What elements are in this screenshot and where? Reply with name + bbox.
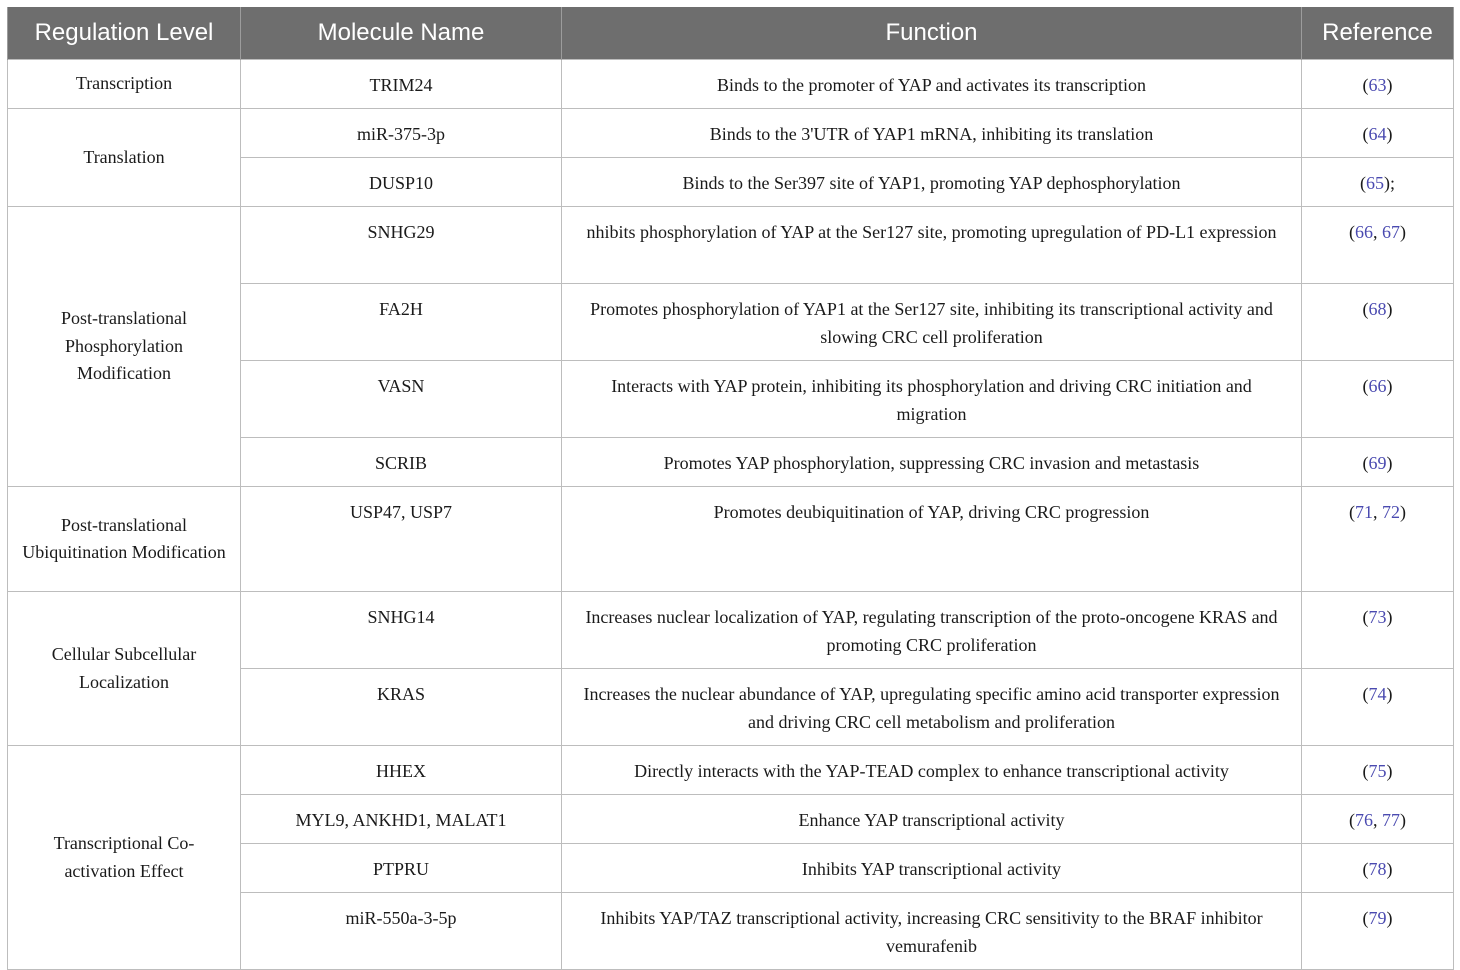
table-row <box>8 592 1454 669</box>
molecule-name-cell: miR-375-3p <box>241 109 562 158</box>
regulation-table <box>7 7 1454 970</box>
molecule-name-cell: miR-550a-3-5p <box>241 893 562 970</box>
regulation-level-cell: Post-translational Phosphorylation Modification <box>8 207 241 487</box>
function-cell: Binds to the promoter of YAP and activates its transcription <box>562 60 1302 109</box>
molecule-name-cell: KRAS <box>241 669 562 746</box>
reference-cell: (78) <box>1302 844 1454 893</box>
reference-link[interactable]: 75 <box>1368 761 1387 781</box>
molecule-name-cell: MYL9, ANKHD1, MALAT1 <box>241 795 562 844</box>
reference-suffix: ; <box>1389 173 1395 193</box>
function-cell: Increases nuclear localization of YAP, regulating transcription of the proto-oncogene KRAS and promoting CRC proliferation <box>562 592 1302 669</box>
reference-cell: (68) <box>1302 284 1454 361</box>
table-body <box>8 60 1454 970</box>
molecule-name-cell: SNHG14 <box>241 592 562 669</box>
function-cell: Inhibits YAP transcriptional activity <box>562 844 1302 893</box>
molecule-name-cell: TRIM24 <box>241 60 562 109</box>
reference-link[interactable]: 68 <box>1368 299 1387 319</box>
function-cell: Enhance YAP transcriptional activity <box>562 795 1302 844</box>
regulation-level-cell: Post-translational Ubiquitination Modification <box>8 487 241 592</box>
reference-cell: (73) <box>1302 592 1454 669</box>
reference-cell: (64) <box>1302 109 1454 158</box>
table-row <box>8 746 1454 795</box>
molecule-name-cell: USP47, USP7 <box>241 487 562 592</box>
reference-link[interactable]: 66 <box>1368 376 1387 396</box>
reference-link[interactable]: 76 <box>1355 810 1373 830</box>
reference-link[interactable]: 73 <box>1368 607 1387 627</box>
reference-cell: (71, 72) <box>1302 487 1454 592</box>
reference-cell: (65); <box>1302 158 1454 207</box>
molecule-name-cell: SNHG29 <box>241 207 562 284</box>
reference-cell: (66, 67) <box>1302 207 1454 284</box>
molecule-name-cell: HHEX <box>241 746 562 795</box>
table-row <box>8 60 1454 109</box>
molecule-name-cell: SCRIB <box>241 438 562 487</box>
function-cell: Increases the nuclear abundance of YAP, upregulating specific amino acid transporter expression and driving CRC cell metabolism and proliferation <box>562 669 1302 746</box>
reference-cell: (69) <box>1302 438 1454 487</box>
header-molecule-name: Molecule Name <box>241 7 562 60</box>
header-function: Function <box>562 7 1302 60</box>
function-cell: Interacts with YAP protein, inhibiting its phosphorylation and driving CRC initiation and migration <box>562 361 1302 438</box>
function-cell: Binds to the 3'UTR of YAP1 mRNA, inhibiting its translation <box>562 109 1302 158</box>
function-cell: Promotes phosphorylation of YAP1 at the Ser127 site, inhibiting its transcriptional activity and slowing CRC cell proliferation <box>562 284 1302 361</box>
reference-link[interactable]: 72 <box>1382 502 1400 522</box>
header-reference: Reference <box>1302 7 1454 60</box>
function-cell: Promotes YAP phosphorylation, suppressing CRC invasion and metastasis <box>562 438 1302 487</box>
reference-link[interactable]: 65 <box>1365 173 1384 193</box>
reference-link[interactable]: 67 <box>1382 222 1400 242</box>
function-cell: Inhibits YAP/TAZ transcriptional activity, increasing CRC sensitivity to the BRAF inhibitor vemurafenib <box>562 893 1302 970</box>
reference-link[interactable]: 69 <box>1368 453 1387 473</box>
molecule-name-cell: DUSP10 <box>241 158 562 207</box>
reference-cell: (63) <box>1302 60 1454 109</box>
molecule-name-cell: FA2H <box>241 284 562 361</box>
function-cell: Promotes deubiquitination of YAP, driving CRC progression <box>562 487 1302 592</box>
reference-link[interactable]: 74 <box>1368 684 1387 704</box>
table-row <box>8 487 1454 592</box>
reference-cell: (76, 77) <box>1302 795 1454 844</box>
reference-cell: (74) <box>1302 669 1454 746</box>
reference-link[interactable]: 64 <box>1368 124 1387 144</box>
header-regulation-level: Regulation Level <box>8 7 241 60</box>
regulation-level-cell: Transcriptional Co-activation Effect <box>8 746 241 970</box>
reference-link[interactable]: 78 <box>1368 859 1387 879</box>
table-row <box>8 109 1454 158</box>
regulation-level-cell: Cellular Subcellular Localization <box>8 592 241 746</box>
regulation-level-cell: Translation <box>8 109 241 207</box>
reference-cell: (66) <box>1302 361 1454 438</box>
function-cell: Directly interacts with the YAP-TEAD complex to enhance transcriptional activity <box>562 746 1302 795</box>
reference-link[interactable]: 66 <box>1355 222 1373 242</box>
reference-cell: (75) <box>1302 746 1454 795</box>
molecule-name-cell: VASN <box>241 361 562 438</box>
function-cell: Binds to the Ser397 site of YAP1, promoting YAP dephosphorylation <box>562 158 1302 207</box>
reference-link[interactable]: 63 <box>1368 75 1387 95</box>
header-row <box>8 7 1454 60</box>
reference-link[interactable]: 79 <box>1368 908 1387 928</box>
reference-cell: (79) <box>1302 893 1454 970</box>
molecule-name-cell: PTPRU <box>241 844 562 893</box>
reference-link[interactable]: 77 <box>1382 810 1400 830</box>
reference-link[interactable]: 71 <box>1355 502 1373 522</box>
function-cell: nhibits phosphorylation of YAP at the Ser127 site, promoting upregulation of PD-L1 expression <box>562 207 1302 284</box>
table-row <box>8 207 1454 284</box>
regulation-level-cell: Transcription <box>8 60 241 109</box>
